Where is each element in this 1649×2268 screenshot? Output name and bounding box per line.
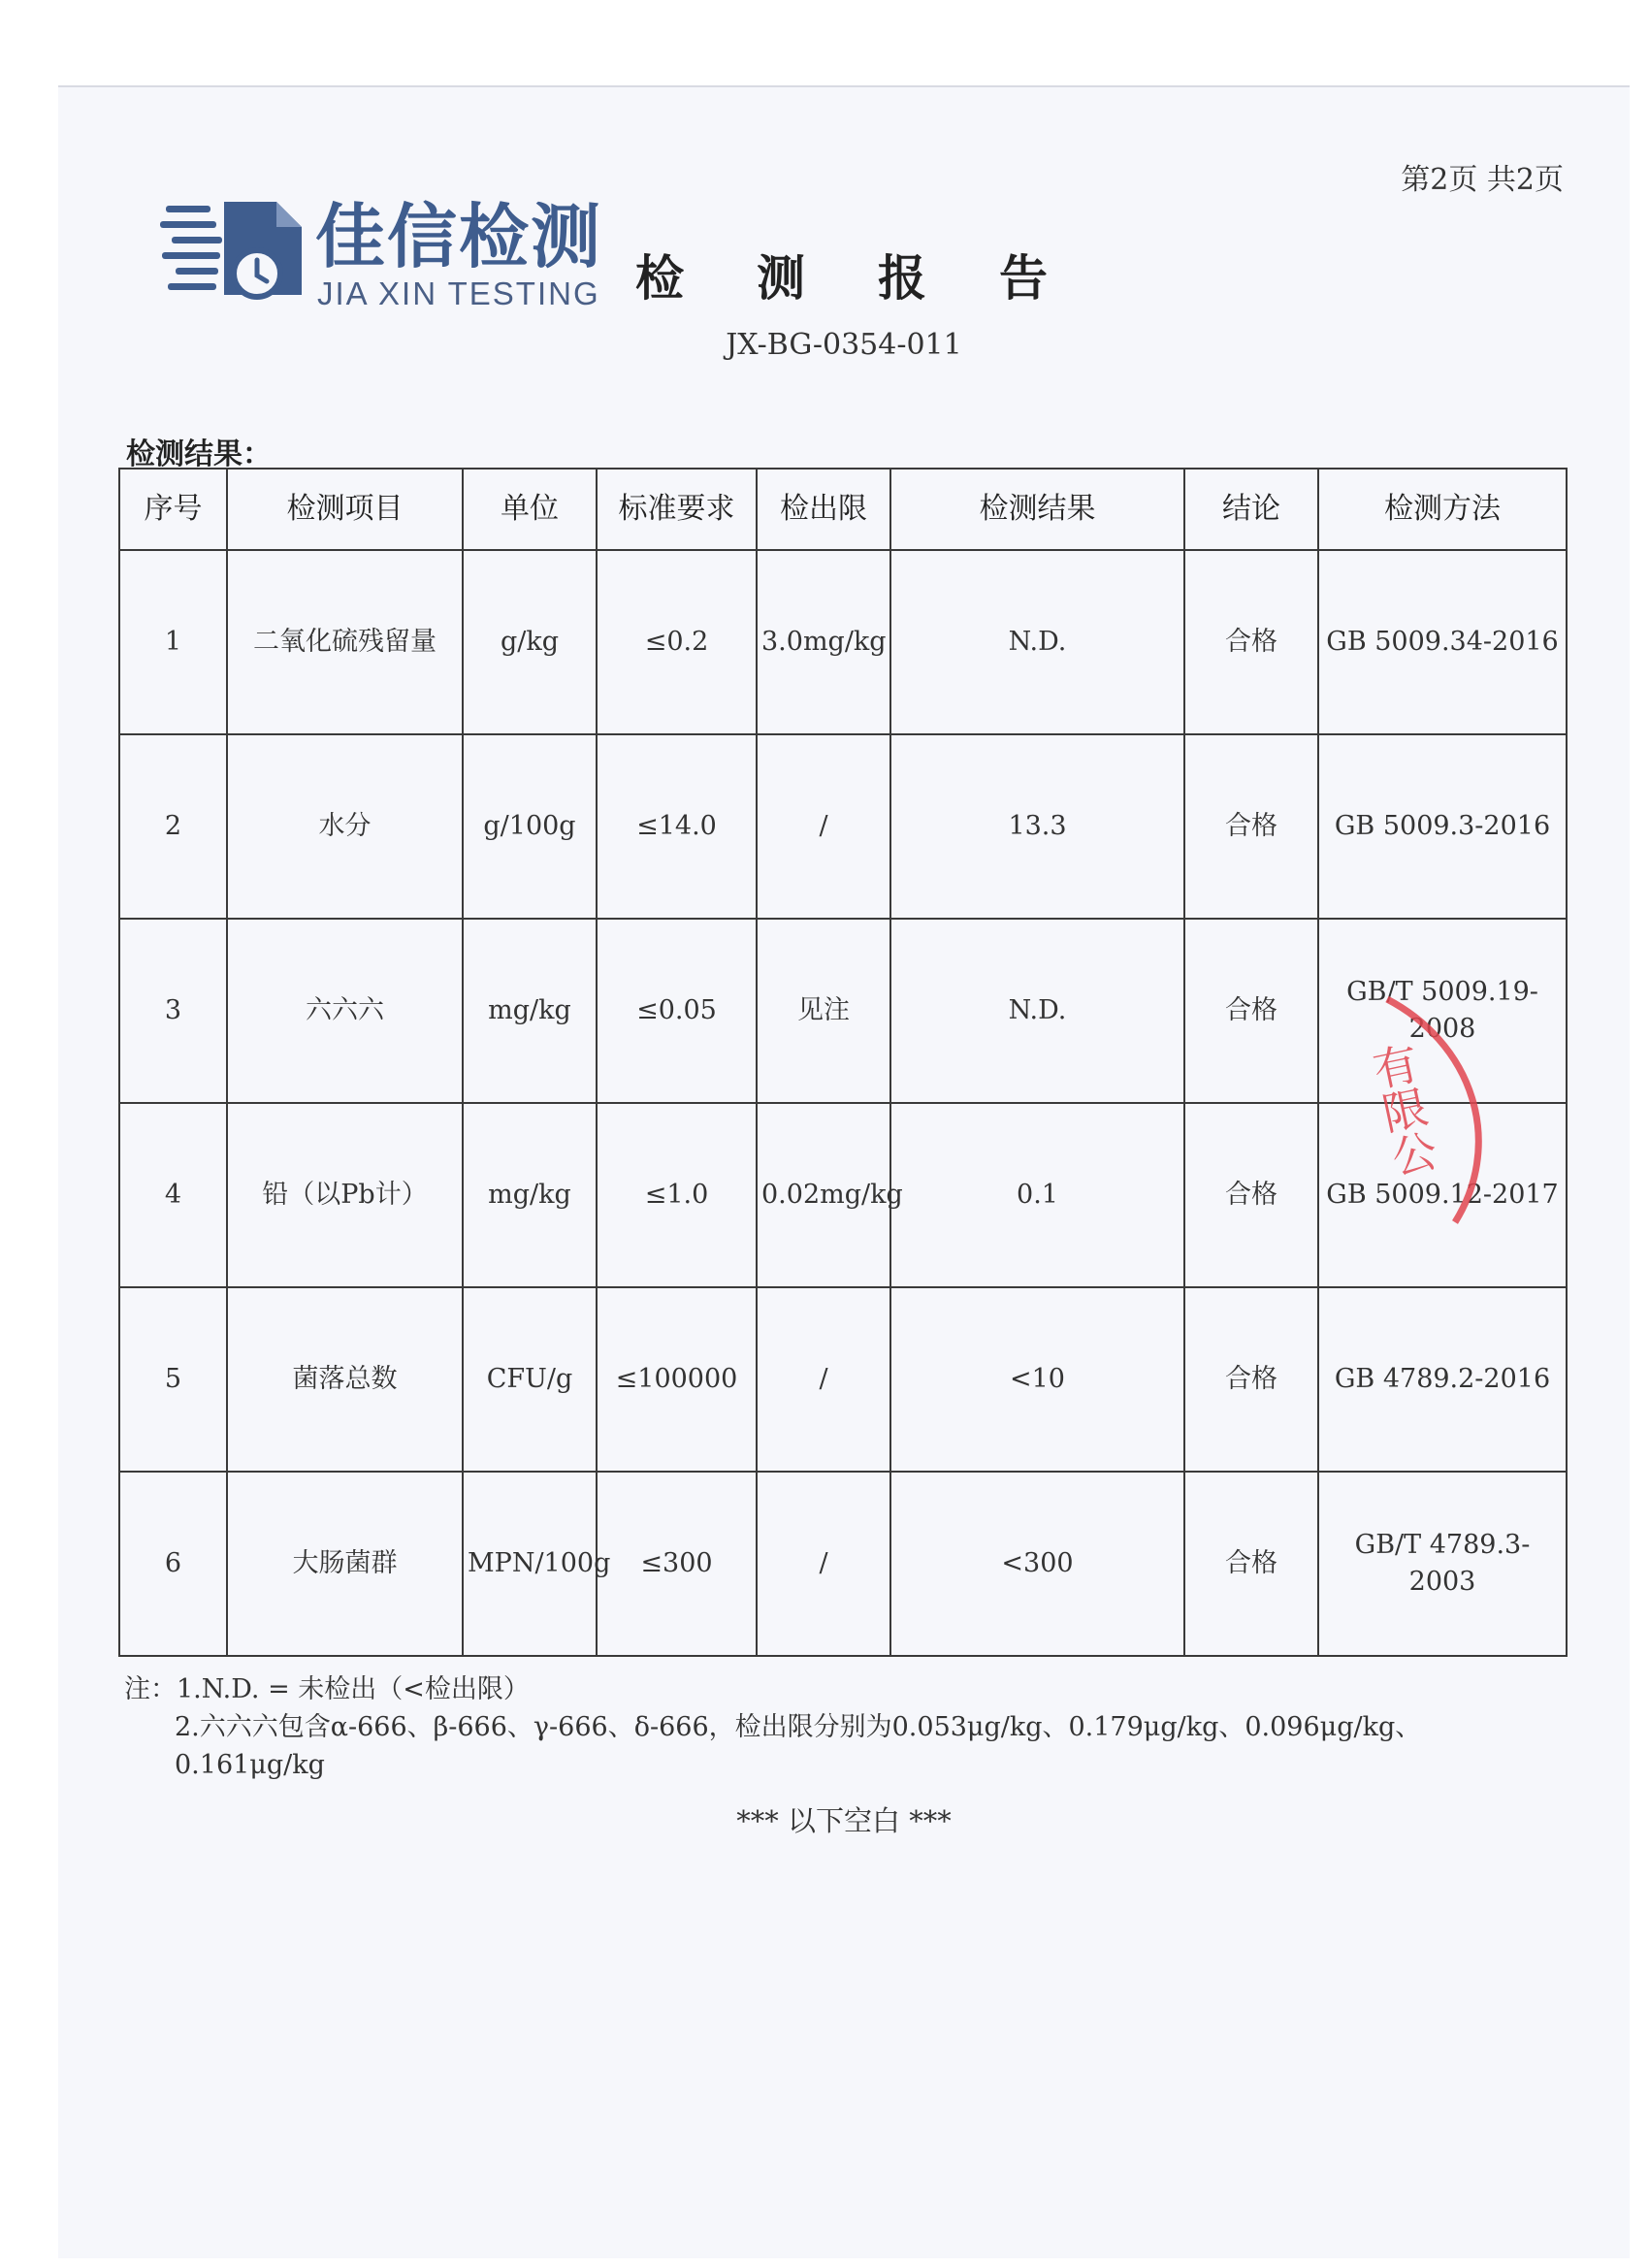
cell-method: GB/T 4789.3-2003: [1318, 1472, 1567, 1656]
header-cell: 序号: [119, 469, 227, 550]
cell-standard: ≤100000: [597, 1287, 757, 1472]
cell-index: 1: [119, 550, 227, 734]
header-cell: 标准要求: [597, 469, 757, 550]
logo-english-name: JIA XIN TESTING: [317, 275, 600, 311]
cell-standard: ≤14.0: [597, 734, 757, 919]
cell-standard: ≤1.0: [597, 1103, 757, 1287]
cell-standard: ≤0.05: [597, 919, 757, 1103]
cell-unit: CFU/g: [463, 1287, 597, 1472]
cell-limit: /: [757, 734, 890, 919]
cell-unit: mg/kg: [463, 919, 597, 1103]
cell-result: <10: [890, 1287, 1184, 1472]
cell-limit: /: [757, 1287, 890, 1472]
company-logo: [160, 194, 611, 315]
cell-index: 3: [119, 919, 227, 1103]
cell-conclusion: 合格: [1184, 734, 1318, 919]
table-row: [119, 734, 1567, 919]
note-line: 2.六六六包含α-666、β-666、γ-666、δ-666，检出限分别为0.053μg/kg、0.179μg/kg、0.096μg/kg、0.161μg/kg: [175, 1712, 1422, 1781]
cell-limit: 0.02mg/kg: [757, 1103, 890, 1287]
end-mark: *** 以下空白 ***: [736, 1804, 952, 1837]
header-cell: 检测项目: [227, 469, 463, 550]
logo-truck-icon: [160, 194, 306, 315]
cell-limit: 3.0mg/kg: [757, 550, 890, 734]
official-seal-stamp: [1310, 980, 1513, 1232]
cell-result: 13.3: [890, 734, 1184, 919]
cell-unit: mg/kg: [463, 1103, 597, 1287]
cell-item: 铅（以Pb计）: [227, 1103, 463, 1287]
stamp-text: 有限公: [1362, 1039, 1442, 1182]
cell-conclusion: 合格: [1184, 550, 1318, 734]
table-row: [119, 1472, 1567, 1656]
cell-index: 5: [119, 1287, 227, 1472]
note-line: 注：1.N.D. = 未检出（<检出限）: [124, 1674, 530, 1704]
notes: [124, 1670, 1521, 1784]
cell-conclusion: 合格: [1184, 1103, 1318, 1287]
table-header-row: [119, 469, 1567, 550]
cell-result: <300: [890, 1472, 1184, 1656]
cell-item: 六六六: [227, 919, 463, 1103]
cell-conclusion: 合格: [1184, 1287, 1318, 1472]
table-row: [119, 550, 1567, 734]
header-cell: 检出限: [757, 469, 890, 550]
cell-method: GB 5009.12-2017: [1318, 1103, 1567, 1287]
cell-method: GB 5009.34-2016: [1318, 550, 1567, 734]
cell-conclusion: 合格: [1184, 1472, 1318, 1656]
cell-unit: g/kg: [463, 550, 597, 734]
cell-method: GB/T 5009.19-2008: [1318, 919, 1567, 1103]
cell-result: 0.1: [890, 1103, 1184, 1287]
header-cell: 检测结果: [890, 469, 1184, 550]
cell-method: GB 4789.2-2016: [1318, 1287, 1567, 1472]
cell-item: 水分: [227, 734, 463, 919]
section-label: 检测结果：: [126, 437, 272, 471]
cell-item: 二氧化硫残留量: [227, 550, 463, 734]
header-cell: 单位: [463, 469, 597, 550]
cell-unit: MPN/100g: [463, 1472, 597, 1656]
logo-chinese-name: 佳信检测: [315, 196, 603, 277]
cell-item: 大肠菌群: [227, 1472, 463, 1656]
cell-unit: g/100g: [463, 734, 597, 919]
cell-index: 2: [119, 734, 227, 919]
cell-standard: ≤0.2: [597, 550, 757, 734]
table-row: [119, 1287, 1567, 1472]
report-title: 检测报告: [635, 249, 1120, 307]
header-cell: 检测方法: [1318, 469, 1567, 550]
cell-limit: /: [757, 1472, 890, 1656]
cell-standard: ≤300: [597, 1472, 757, 1656]
header-cell: 结论: [1184, 469, 1318, 550]
report-code: JX-BG-0354-011: [726, 328, 962, 362]
cell-result: N.D.: [890, 550, 1184, 734]
cell-index: 4: [119, 1103, 227, 1287]
cell-result: N.D.: [890, 919, 1184, 1103]
cell-conclusion: 合格: [1184, 919, 1318, 1103]
cell-index: 6: [119, 1472, 227, 1656]
page-number: 第2页 共2页: [1401, 163, 1564, 197]
cell-method: GB 5009.3-2016: [1318, 734, 1567, 919]
cell-limit: 见注: [757, 919, 890, 1103]
cell-item: 菌落总数: [227, 1287, 463, 1472]
